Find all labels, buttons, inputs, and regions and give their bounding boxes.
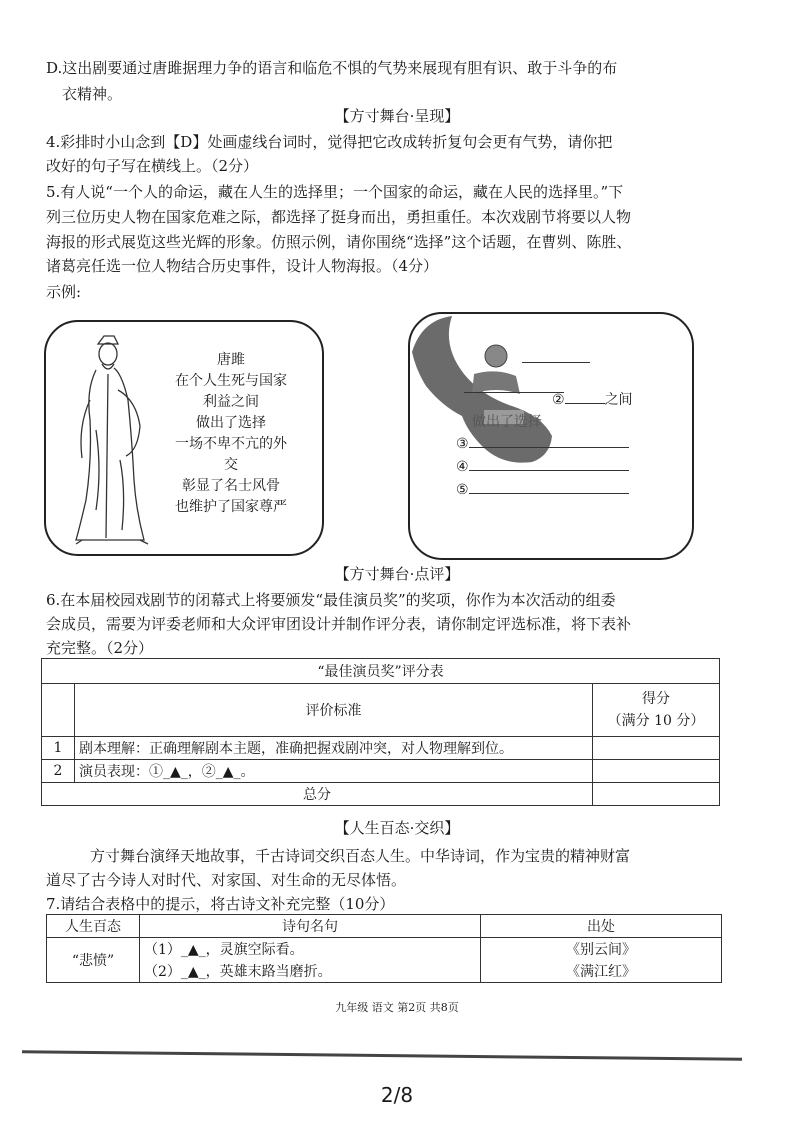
poster-blank-line-1[interactable]	[464, 392, 564, 393]
table-row	[42, 760, 720, 783]
page-indicator: 2/8	[380, 1083, 414, 1107]
section-heading-present: 【方寸舞台·呈现】	[334, 107, 460, 125]
row-number: 2	[42, 760, 75, 783]
poster-item-4	[456, 457, 629, 477]
score-table-criteria-header: 评价标准	[75, 684, 593, 737]
poster-item-3	[456, 434, 629, 454]
row-number: 1	[42, 737, 75, 760]
table-row	[47, 938, 722, 961]
q5-line2: 列三位历史人物在国家危难之际，都选择了挺身而出，勇担重任。本次戏剧节将要以人物	[46, 208, 632, 226]
score-table-total-label: 总分	[42, 783, 593, 806]
tang-ju-figure-illustration	[56, 330, 166, 548]
intro-para-line2: 道尽了古今诗人对时代、对家国、对生命的无尽体悟。	[46, 871, 407, 889]
poem-source-1: 《别云间》	[481, 938, 722, 961]
circle-5-label: ⑤	[456, 482, 469, 498]
poster-blank-item-3[interactable]	[469, 447, 629, 448]
item-2-suffix: 之间	[604, 392, 633, 408]
score-table-title: “最佳演员奖”评分表	[42, 659, 720, 684]
circle-2-label: ②	[552, 392, 565, 408]
poster-line-6: 交	[224, 457, 238, 473]
score-table-total-input[interactable]	[593, 783, 720, 806]
score-table-score-header	[593, 684, 720, 737]
poster-line-3: 利益之间	[203, 394, 259, 410]
blank-poster-template	[408, 312, 694, 560]
poster-item-5	[456, 480, 629, 500]
score-header-line1: 得分	[642, 691, 670, 707]
score-table	[41, 658, 720, 806]
poster-line-7: 彰显了名士风骨	[182, 478, 280, 494]
poem-col-category: 人生百态	[47, 915, 140, 938]
section-heading-review: 【方寸舞台·点评】	[334, 565, 460, 583]
poem-col-source: 出处	[481, 915, 722, 938]
intro-para-line1: 方寸舞台演绎天地故事，千古诗词交织百态人生。中华诗词，作为宝贵的精神财富	[90, 847, 631, 865]
section-heading-life: 【人生百态·交织】	[334, 819, 460, 837]
score-table-corner	[42, 684, 75, 737]
q6-line3: 充完整。（2分）	[46, 639, 154, 657]
q4-line2: 改好的句子写在横线上。（2分）	[46, 157, 259, 175]
q7-line1: 7.请结合表格中的提示，将古诗文补充完整（10分）	[46, 895, 395, 913]
poem-source-2: 《满江红》	[481, 960, 722, 983]
poster-line-1: 唐雎	[217, 352, 245, 368]
poster-blank-item-4[interactable]	[469, 470, 629, 471]
table-row	[42, 737, 720, 760]
poster-item-2	[552, 390, 633, 410]
row-criteria: 剧本理解：正确理解剧本主题，准确把握戏剧冲突，对人物理解到位。	[75, 737, 593, 760]
row-score-input[interactable]	[593, 760, 720, 783]
row-score-input[interactable]	[593, 737, 720, 760]
table-row	[47, 960, 722, 983]
q5-line4: 诸葛亮任选一位人物结合历史事件，设计人物海报。（4分）	[46, 257, 439, 275]
score-header-line2: （满分 10 分）	[607, 713, 705, 729]
poster-blank-name[interactable]	[522, 362, 590, 363]
poem-table	[46, 914, 722, 983]
q4-line1: 4.彩排时小山念到【D】处画虚线台词时，觉得把它改成转折复句会更有气势，请你把	[46, 133, 613, 151]
q5-line1: 5.有人说“一个人的命运，藏在人生的选择里；一个国家的命运，藏在人民的选择里。”下	[46, 183, 624, 201]
example-label: 示例:	[46, 283, 82, 301]
poster-blank-item-2[interactable]	[565, 403, 605, 404]
poem-verse-2[interactable]: （2）_▲_，英雄末路当磨折。	[140, 960, 481, 983]
circle-3-label: ③	[456, 436, 469, 452]
poem-col-verse: 诗句名句	[140, 915, 481, 938]
poster-line-8: 也维护了国家尊严	[175, 499, 287, 515]
circle-4-label: ④	[456, 459, 469, 475]
poem-category-cell: “悲愤”	[47, 938, 140, 983]
poster-fragment-select: 做出了选择	[472, 414, 542, 430]
poster-line-5: 一场不卑不亢的外	[175, 436, 287, 452]
option-d-line1: D.这出剧要通过唐雎据理力争的语言和临危不惧的气势来展现有胆有识、敢于斗争的布	[46, 59, 618, 77]
poster-blank-item-5[interactable]	[469, 493, 629, 494]
q6-line1: 6.在本届校园戏剧节的闭幕式上将要颁发“最佳演员奖”的奖项，你作为本次活动的组委	[46, 591, 616, 609]
page-footer: 九年级 语文 第2页 共8页	[335, 1001, 459, 1014]
poem-verse-1[interactable]: （1）_▲_，灵旗空际看。	[140, 938, 481, 961]
q6-line2: 会成员，需要为评委老师和大众评审团设计并制作评分表，请你制定评选标准，将下表补	[46, 615, 632, 633]
row-criteria[interactable]: 演员表现：①_▲_，②_▲_。	[75, 760, 593, 783]
poster-line-2: 在个人生死与国家	[175, 373, 287, 389]
q5-line3: 海报的形式展览这些光辉的形象。仿照示例，请你围绕“选择”这个话题，在曹刿、陈胜、	[46, 233, 632, 251]
option-d-line2: 衣精神。	[62, 85, 123, 103]
scan-edge-line	[22, 1050, 742, 1061]
poster-line-4: 做出了选择	[196, 415, 266, 431]
example-poster	[44, 320, 324, 556]
